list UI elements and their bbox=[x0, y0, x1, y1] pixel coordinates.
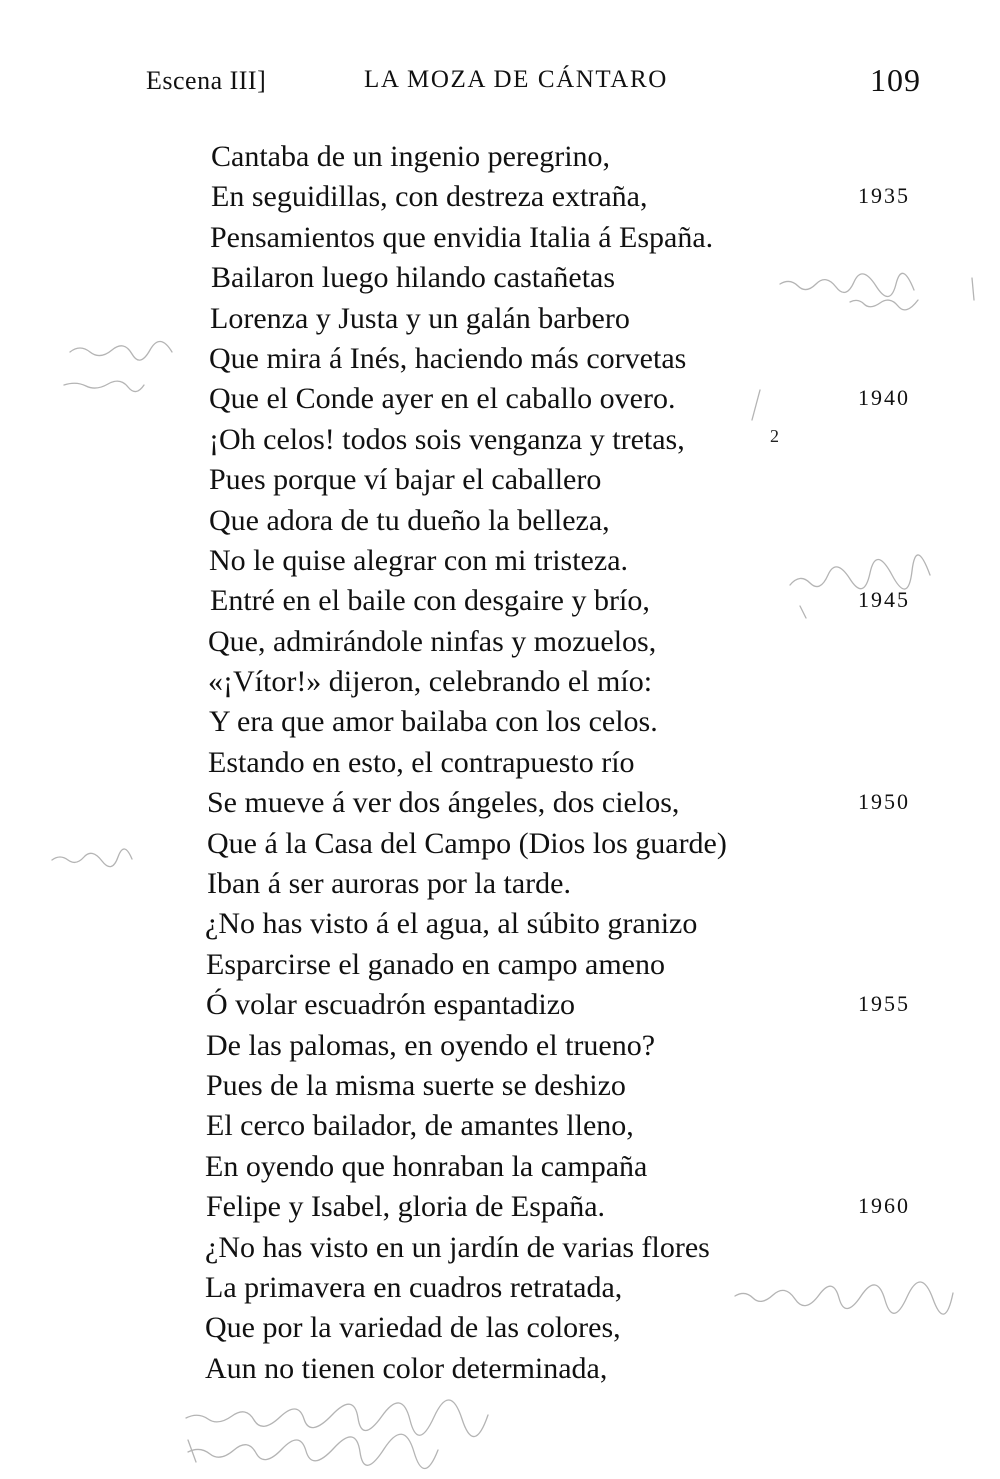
line-number: 1935 bbox=[858, 183, 910, 209]
verse-line bbox=[0, 622, 1000, 662]
play-title: LA MOZA DE CÁNTARO bbox=[364, 66, 668, 93]
verse-line bbox=[0, 581, 1000, 621]
verse-line bbox=[0, 1228, 1000, 1268]
verse-text: Bailaron luego hilando castañetas bbox=[211, 261, 616, 295]
verse-text: Entré en el baile con desgaire y brío, bbox=[210, 584, 650, 618]
verse-text: Felipe y Isabel, gloria de España. bbox=[206, 1190, 606, 1224]
verse-line bbox=[0, 460, 1000, 500]
verse-line bbox=[0, 662, 1000, 702]
verse-line bbox=[0, 299, 1000, 339]
verse-text: Que por la variedad de las colores, bbox=[205, 1311, 621, 1345]
verse-line bbox=[0, 137, 1000, 177]
verse-text: De las palomas, en oyendo el trueno? bbox=[206, 1028, 656, 1062]
verse-text: Y era que amor bailaba con los celos. bbox=[209, 705, 658, 739]
verse-text: Que, admirándole ninfas y mozuelos, bbox=[208, 624, 657, 658]
verse-text: En oyendo que honraban la campaña bbox=[205, 1149, 648, 1183]
verse-text: Cantaba de un ingenio peregrino, bbox=[211, 140, 611, 173]
verse-line bbox=[0, 258, 1000, 298]
page-number: 109 bbox=[870, 62, 921, 98]
line-number: 1940 bbox=[858, 385, 910, 411]
verse-line bbox=[0, 1026, 1000, 1066]
verse-line bbox=[0, 218, 1000, 258]
verse-line bbox=[0, 379, 1000, 419]
verse-line bbox=[0, 783, 1000, 823]
verse-text: ¿No has visto en un jardín de varias flores bbox=[205, 1230, 710, 1264]
verse-text: No le quise alegrar con mi tristeza. bbox=[209, 543, 629, 577]
verse-block bbox=[0, 137, 1000, 1389]
line-number: 1960 bbox=[858, 1193, 910, 1219]
verse-line bbox=[0, 743, 1000, 783]
verse-text: Que el Conde ayer en el caballo overo. bbox=[209, 382, 676, 416]
scene-label: Escena III] bbox=[146, 66, 267, 95]
verse-line bbox=[0, 904, 1000, 944]
verse-text: ¡Oh celos! todos sois venganza y tretas, bbox=[209, 422, 685, 456]
verse-text: Iban á ser auroras por la tarde. bbox=[207, 867, 571, 901]
verse-line bbox=[0, 420, 1000, 460]
verse-line bbox=[0, 1106, 1000, 1146]
verse-line bbox=[0, 864, 1000, 904]
verse-line bbox=[0, 339, 1000, 379]
verse-text: Pues porque ví bajar el caballero bbox=[209, 463, 602, 497]
verse-text: Esparcirse el ganado en campo ameno bbox=[206, 947, 665, 981]
verse-line bbox=[0, 824, 1000, 864]
verse-line bbox=[0, 702, 1000, 742]
footnote-mark: 2 bbox=[770, 426, 779, 446]
running-header bbox=[0, 62, 1000, 106]
verse-text: Pensamientos que envidia Italia á España. bbox=[210, 220, 714, 254]
verse-line bbox=[0, 541, 1000, 581]
verse-text: «¡Vítor!» dijeron, celebrando el mío: bbox=[208, 665, 653, 699]
verse-text: Que adora de tu dueño la belleza, bbox=[209, 503, 610, 537]
line-number: 1945 bbox=[858, 587, 910, 613]
verse-line bbox=[0, 1147, 1000, 1187]
line-number: 1955 bbox=[858, 991, 910, 1017]
verse-line bbox=[0, 501, 1000, 541]
verse-text: En seguidillas, con destreza extraña, bbox=[211, 180, 648, 214]
verse-text: Ó volar escuadrón espantadizo bbox=[206, 988, 576, 1022]
verse-text: ¿No has visto á el agua, al súbito granizo bbox=[205, 907, 698, 941]
verse-text: Lorenza y Justa y un galán barbero bbox=[210, 301, 630, 335]
verse-line bbox=[0, 1308, 1000, 1348]
verse-line bbox=[0, 1066, 1000, 1106]
verse-text: Que á la Casa del Campo (Dios los guarde) bbox=[207, 826, 727, 860]
verse-text: Se mueve á ver dos ángeles, dos cielos, bbox=[207, 786, 680, 820]
verse-text: La primavera en cuadros retratada, bbox=[205, 1270, 623, 1304]
verse-line bbox=[0, 1268, 1000, 1308]
verse-line bbox=[0, 177, 1000, 217]
verse-line bbox=[0, 945, 1000, 985]
verse-text: Estando en esto, el contrapuesto río bbox=[208, 745, 635, 779]
verse-text: Pues de la misma suerte se deshizo bbox=[206, 1068, 626, 1102]
verse-line bbox=[0, 1187, 1000, 1227]
verse-line bbox=[0, 985, 1000, 1025]
verse-line bbox=[0, 1349, 1000, 1389]
verse-text: Aun no tienen color determinada, bbox=[205, 1351, 608, 1385]
line-number: 1950 bbox=[858, 789, 910, 815]
verse-text: El cerco bailador, de amantes lleno, bbox=[206, 1109, 634, 1143]
verse-text: Que mira á Inés, haciendo más corvetas bbox=[209, 341, 687, 375]
